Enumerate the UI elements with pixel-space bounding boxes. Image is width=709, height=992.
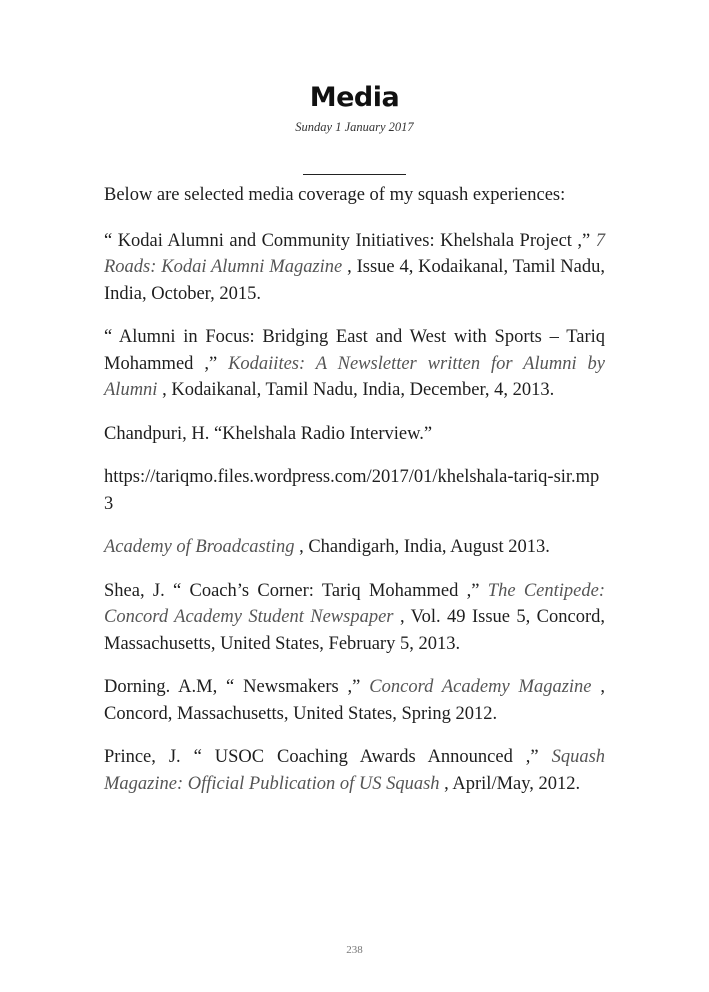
entry-citation: Chandpuri, H. “Khelshala Radio Interview.”	[104, 423, 433, 444]
interview-link[interactable]: https://tariqmo.files.wordpress.com/2017/01/khelshala-tariq-sir.mp3	[104, 467, 600, 514]
entry-details: , Chandigarh, India, August 2013.	[299, 537, 550, 557]
page-number: 238	[346, 944, 363, 956]
intro-text: Below are selected media coverage of my squash experiences:	[104, 185, 566, 205]
entry-citation: Prince, J. “ USOC Coaching Awards Announced ,”	[104, 747, 539, 767]
entry-details: , Issue 4, Kodaikanal, Tamil Nadu, India, October, 2015.	[104, 257, 606, 304]
media-entry	[104, 534, 605, 561]
media-entry	[104, 228, 605, 308]
title-divider	[303, 174, 406, 175]
media-entry	[104, 324, 605, 404]
entry-details: , Kodaikanal, Tamil Nadu, India, December, 4, 2013.	[162, 380, 555, 400]
page-title: Media	[309, 82, 400, 113]
media-entry	[104, 744, 605, 797]
entry-source: Squash Magazine: Official Publication of US Squash	[104, 747, 606, 794]
media-entry	[104, 578, 605, 658]
media-entry	[104, 464, 605, 517]
entry-citation: “ Kodai Alumni and Community Initiatives: Khelshala Project ,”	[104, 230, 591, 251]
entry-source: Concord Academy Magazine	[369, 677, 592, 697]
entry-source: The Centipede: Concord Academy Student Newspaper	[104, 580, 605, 627]
entry-citation: Shea, J. “ Coach’s Corner: Tariq Mohammed ,”	[104, 580, 480, 601]
media-entry	[104, 674, 605, 727]
entry-source: Academy of Broadcasting	[104, 537, 295, 557]
entry-citation: “ Alumni in Focus: Bridging East and West with Sports – Tariq Mohammed ,”	[104, 327, 605, 374]
entry-details: , Concord, Massachusetts, United States, Spring 2012.	[104, 677, 606, 724]
article-body	[104, 182, 605, 814]
post-date: Sunday 1 January 2017	[295, 120, 414, 134]
entry-source: 7 Roads: Kodai Alumni Magazine	[104, 230, 606, 277]
entry-source: Kodaiites: A Newsletter written for Alumni by Alumni	[104, 353, 605, 400]
media-entry	[104, 421, 605, 448]
entry-details: , Vol. 49 Issue 5, Concord, Massachusetts, United States, February 5, 2013.	[104, 607, 606, 654]
entry-details: , April/May, 2012.	[444, 773, 581, 794]
entry-citation: Dorning. A.M, “ Newsmakers ,”	[104, 677, 361, 697]
